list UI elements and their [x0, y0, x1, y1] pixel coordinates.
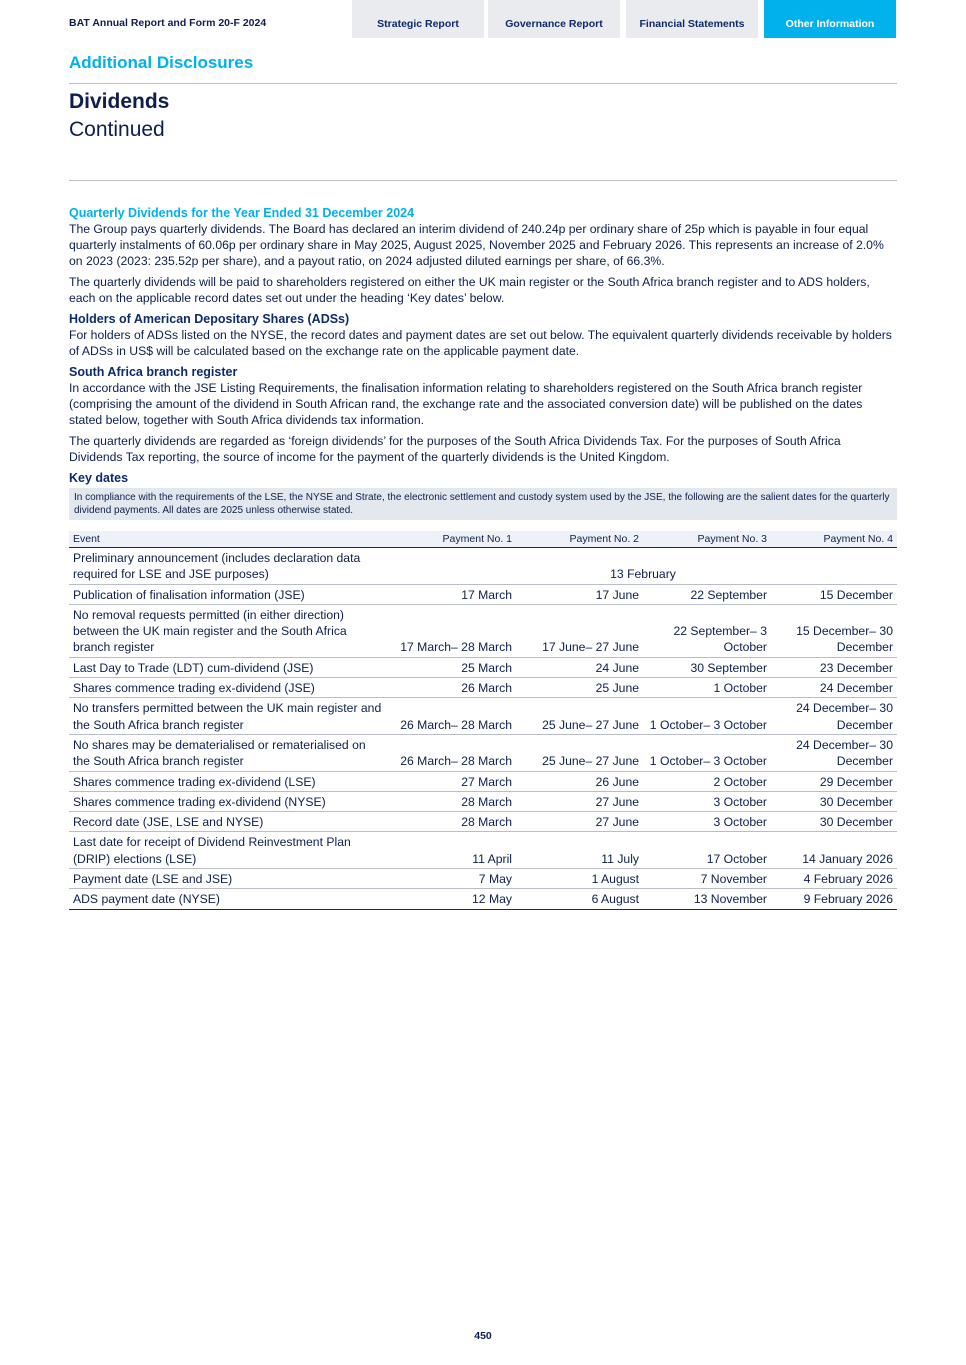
south-africa-heading: South Africa branch register: [69, 365, 238, 379]
tab-financial-statements[interactable]: Financial Statements: [626, 0, 758, 38]
date-cell: 13 February: [389, 548, 897, 585]
table-row: [69, 832, 897, 869]
key-dates-heading: Key dates: [69, 471, 129, 485]
date-cell: 1 October: [643, 678, 771, 698]
column-header: Payment No. 2: [516, 531, 643, 548]
date-cell: 25 March: [389, 657, 516, 677]
date-cell: 1 August: [516, 869, 643, 889]
date-cell: 2 October: [643, 771, 771, 791]
date-cell: 24 December– 30 December: [771, 734, 897, 771]
event-cell: Record date (JSE, LSE and NYSE): [69, 812, 389, 832]
date-cell: 25 June– 27 June: [516, 734, 643, 771]
date-cell: 17 March: [389, 584, 516, 604]
table-row: [69, 678, 897, 698]
paragraph: For holders of ADSs listed on the NYSE, the record dates and payment dates are set out below. The equivalent quarterly dividends receivable by holders of ADSs in US$ will be calculated based on the exchange rate on the applicable payment date.: [69, 328, 892, 358]
date-cell: 23 December: [771, 657, 897, 677]
paragraph: The quarterly dividends will be paid to shareholders registered on either the UK main register or the South Africa branch register and to ADS holders, each on the applicable record dates set out under the heading ‘Key dates’ below.: [69, 275, 870, 305]
date-cell: 11 April: [389, 832, 516, 869]
table-row: [69, 812, 897, 832]
tab-governance-report[interactable]: Governance Report: [488, 0, 620, 38]
key-dates-table: [69, 531, 897, 910]
date-cell: 17 June– 27 June: [516, 604, 643, 657]
divider: [69, 180, 897, 181]
date-cell: 11 July: [516, 832, 643, 869]
event-cell: Shares commence trading ex-dividend (NYSE): [69, 791, 389, 811]
page-subtitle: Continued: [69, 118, 165, 141]
date-cell: 4 February 2026: [771, 869, 897, 889]
event-cell: No removal requests permitted (in either direction) between the UK main register and the South Africa branch register: [69, 604, 389, 657]
column-header: Event: [69, 531, 389, 548]
event-cell: No shares may be dematerialised or rematerialised on the South Africa branch register: [69, 734, 389, 771]
divider: [69, 83, 897, 84]
date-cell: 30 December: [771, 791, 897, 811]
event-cell: Publication of finalisation information (JSE): [69, 584, 389, 604]
date-cell: 6 August: [516, 889, 643, 909]
tab-strategic-report[interactable]: Strategic Report: [352, 0, 484, 38]
page-title: Dividends: [69, 90, 170, 113]
table-row: [69, 657, 897, 677]
table-row: [69, 584, 897, 604]
date-cell: 15 December: [771, 584, 897, 604]
date-cell: 30 September: [643, 657, 771, 677]
date-cell: 26 March– 28 March: [389, 698, 516, 735]
date-cell: 25 June– 27 June: [516, 698, 643, 735]
table-row: [69, 791, 897, 811]
date-cell: 13 November: [643, 889, 771, 909]
table-row: [69, 771, 897, 791]
date-cell: 14 January 2026: [771, 832, 897, 869]
date-cell: 27 June: [516, 812, 643, 832]
date-cell: 25 June: [516, 678, 643, 698]
date-cell: 27 March: [389, 771, 516, 791]
column-header: Payment No. 1: [389, 531, 516, 548]
date-cell: 1 October– 3 October: [643, 698, 771, 735]
page-number: 450: [474, 1330, 492, 1342]
event-cell: No transfers permitted between the UK main register and the South Africa branch register: [69, 698, 389, 735]
column-header: Payment No. 3: [643, 531, 771, 548]
date-cell: 17 June: [516, 584, 643, 604]
paragraph: The Group pays quarterly dividends. The Board has declared an interim dividend of 240.24p per ordinary share of 25p which is payable in four equal quarterly instalments of 60.06p per ordinary share in May 2025, August 2025, November 2025 and February 2026. This represents an increase of 2.0% on 2023 (2023: 235.52p per share), and a payout ratio, on 2024 adjusted diluted earnings per share, of 66.3%.: [69, 222, 884, 268]
paragraph: In accordance with the JSE Listing Requirements, the finalisation information relating to shareholders registered on the South Africa branch register (comprising the amount of the dividend in South African rand, the exchange rate and the associated conversion date) will be published on the dates stated below, together with South Africa dividends tax information.: [69, 381, 863, 427]
date-cell: 26 June: [516, 771, 643, 791]
date-cell: 12 May: [389, 889, 516, 909]
main-content: [69, 205, 897, 910]
table-row: [69, 889, 897, 909]
report-brand: BAT Annual Report and Form 20-F 2024: [69, 17, 267, 29]
event-cell: Payment date (LSE and JSE): [69, 869, 389, 889]
date-cell: 17 March– 28 March: [389, 604, 516, 657]
ads-heading: Holders of American Depositary Shares (ADSs): [69, 312, 350, 326]
date-cell: 26 March: [389, 678, 516, 698]
event-cell: ADS payment date (NYSE): [69, 889, 389, 909]
event-cell: Last date for receipt of Dividend Reinvestment Plan (DRIP) elections (LSE): [69, 832, 389, 869]
table-row: [69, 869, 897, 889]
date-cell: 29 December: [771, 771, 897, 791]
key-dates-note: In compliance with the requirements of the LSE, the NYSE and Strate, the electronic settlement and custody system used by the JSE, the following are the salient dates for the quarterly dividend payments. All dates are 2025 unless otherwise stated.: [69, 488, 897, 520]
date-cell: 22 September– 3 October: [643, 604, 771, 657]
date-cell: 1 October– 3 October: [643, 734, 771, 771]
date-cell: 28 March: [389, 812, 516, 832]
table-header-row: [69, 531, 897, 548]
date-cell: 3 October: [643, 791, 771, 811]
date-cell: 15 December– 30 December: [771, 604, 897, 657]
date-cell: 3 October: [643, 812, 771, 832]
date-cell: 7 May: [389, 869, 516, 889]
date-cell: 28 March: [389, 791, 516, 811]
date-cell: 24 December– 30 December: [771, 698, 897, 735]
date-cell: 26 March– 28 March: [389, 734, 516, 771]
section-title: Additional Disclosures: [69, 53, 254, 72]
event-cell: Shares commence trading ex-dividend (JSE): [69, 678, 389, 698]
date-cell: 17 October: [643, 832, 771, 869]
event-cell: Preliminary announcement (includes declaration data required for LSE and JSE purposes): [69, 548, 389, 585]
quarterly-dividends-heading: Quarterly Dividends for the Year Ended 31 December 2024: [69, 206, 415, 220]
column-header: Payment No. 4: [771, 531, 897, 548]
paragraph: The quarterly dividends are regarded as ‘foreign dividends’ for the purposes of the South Africa Dividends Tax. For the purposes of South Africa Dividends Tax reporting, the source of income for the payment of the quarterly dividends is the United Kingdom.: [69, 434, 841, 464]
event-cell: Last Day to Trade (LDT) cum-dividend (JSE): [69, 657, 389, 677]
tab-other-information[interactable]: Other Information: [764, 0, 896, 38]
date-cell: 30 December: [771, 812, 897, 832]
table-row: [69, 604, 897, 657]
date-cell: 22 September: [643, 584, 771, 604]
date-cell: 7 November: [643, 869, 771, 889]
table-row: [69, 548, 897, 585]
table-row: [69, 698, 897, 735]
date-cell: 27 June: [516, 791, 643, 811]
event-cell: Shares commence trading ex-dividend (LSE): [69, 771, 389, 791]
date-cell: 24 December: [771, 678, 897, 698]
date-cell: 24 June: [516, 657, 643, 677]
top-navigation: [0, 0, 966, 38]
table-row: [69, 734, 897, 771]
date-cell: 9 February 2026: [771, 889, 897, 909]
